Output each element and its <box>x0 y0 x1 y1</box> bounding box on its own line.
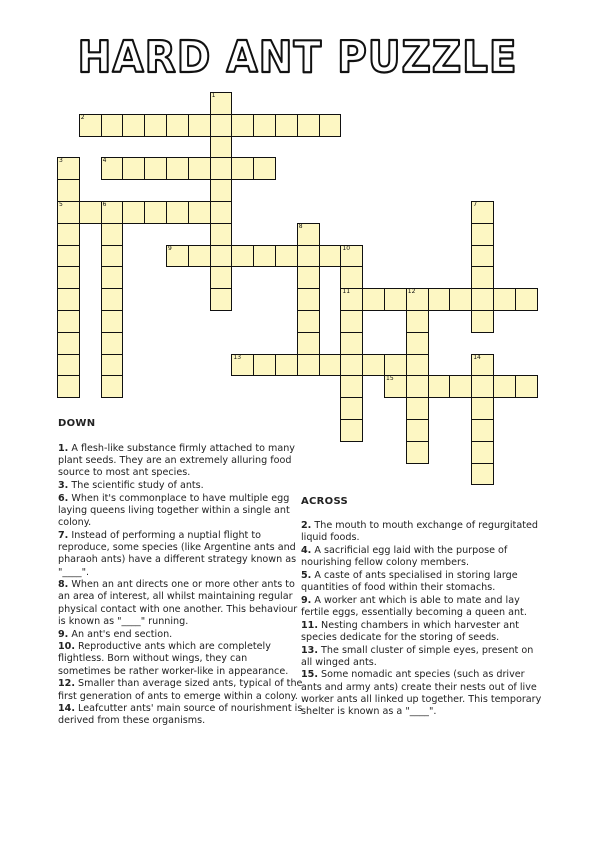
clue-item <box>58 641 303 678</box>
clue-item-text: Instead of performing a nuptial flight to reproduce, some species (like Argentine ants and pharaoh ants) have a different strategy known as "____". <box>58 529 297 578</box>
clue-item-number: 9. <box>58 628 69 640</box>
clue-item-number: 12. <box>58 678 75 690</box>
grid-cell[interactable] <box>57 310 80 333</box>
grid-cell[interactable] <box>297 354 320 377</box>
grid-cell[interactable] <box>101 332 124 355</box>
grid-cell[interactable] <box>428 288 451 311</box>
clue-item <box>58 493 303 530</box>
grid-cell[interactable] <box>79 201 102 224</box>
clue-number: 5 <box>59 201 63 208</box>
clue-item-number: 6. <box>58 492 69 504</box>
grid-cell[interactable] <box>231 245 254 268</box>
grid-cell[interactable] <box>231 354 254 377</box>
clue-item <box>58 629 303 641</box>
grid-cell[interactable] <box>231 114 254 137</box>
clue-number: 14 <box>473 353 481 361</box>
grid-cell[interactable] <box>210 266 233 289</box>
grid-cell[interactable] <box>471 266 494 289</box>
clue-item-number: 3. <box>58 480 69 492</box>
grid-cell[interactable] <box>471 463 494 486</box>
grid-cell[interactable] <box>166 114 189 137</box>
grid-cell[interactable] <box>515 288 538 311</box>
clue-item-text: A flesh-like substance firmly attached to many plant seeds. They are an extremely alluring food source to most ant species. <box>58 443 295 479</box>
clue-item <box>58 480 303 492</box>
grid-cell[interactable] <box>166 157 189 180</box>
grid-cell[interactable] <box>471 354 494 377</box>
grid-cell[interactable] <box>449 288 472 311</box>
grid-cell[interactable] <box>188 201 211 224</box>
clue-item-text: A caste of ants specialised in storing large quantities of food within their stomachs. <box>301 569 518 594</box>
clue-item <box>58 678 303 702</box>
grid-cell[interactable] <box>57 223 80 246</box>
clue-number: 7 <box>473 201 478 208</box>
grid-cell[interactable] <box>210 179 233 202</box>
down-heading: DOWN <box>58 418 96 429</box>
clue-item-text: An ant's end section. <box>68 628 173 640</box>
grid-cell[interactable] <box>297 266 320 289</box>
grid-cell[interactable] <box>57 179 80 202</box>
clue-item-text: The mouth to mouth exchange of regurgitated liquid foods. <box>301 520 538 544</box>
grid-cell[interactable] <box>406 354 429 377</box>
grid-cell[interactable] <box>406 419 429 442</box>
grid-cell[interactable] <box>493 375 516 398</box>
clue-number: 2 <box>80 113 85 121</box>
grid-cell[interactable] <box>101 223 124 246</box>
grid-cell[interactable] <box>253 157 276 180</box>
grid-cell[interactable] <box>340 419 363 442</box>
across-clue-list <box>301 520 546 719</box>
grid-cell[interactable] <box>471 419 494 442</box>
grid-cell[interactable] <box>449 375 472 398</box>
clue-item-number: 5. <box>301 569 312 581</box>
grid-cell[interactable] <box>297 310 320 333</box>
grid-cell[interactable] <box>493 288 516 311</box>
grid-cell[interactable] <box>362 354 385 377</box>
clue-item-text: Smaller than average sized ants, typical of the first generation of ants to emerge within a colony. <box>58 678 303 702</box>
grid-cell[interactable] <box>340 245 363 268</box>
grid-cell[interactable] <box>253 354 276 377</box>
clue-item-text: A worker ant which is able to mate and lay fertile eggs, essentially becoming a queen ant. <box>301 594 527 618</box>
grid-cell[interactable] <box>406 441 429 464</box>
grid-cell[interactable] <box>210 223 233 246</box>
grid-cell[interactable] <box>57 157 80 180</box>
grid-cell[interactable] <box>57 266 80 289</box>
clue-number: 4 <box>102 157 107 165</box>
grid-cell[interactable] <box>101 266 124 289</box>
grid-cell[interactable] <box>144 114 167 137</box>
grid-cell[interactable] <box>57 201 80 224</box>
grid-cell[interactable] <box>297 245 320 268</box>
clue-item-number: 2. <box>301 520 312 531</box>
clue-item-number: 1. <box>58 443 69 454</box>
clue-item <box>58 579 303 628</box>
clue-item <box>301 620 546 644</box>
grid-cell[interactable] <box>297 332 320 355</box>
grid-cell[interactable] <box>210 288 233 311</box>
puzzle-title-text: HARD ANT PUZZLE <box>77 32 518 83</box>
grid-cell[interactable] <box>166 201 189 224</box>
grid-cell[interactable] <box>101 310 124 333</box>
grid-cell[interactable] <box>297 114 320 137</box>
grid-cell[interactable] <box>188 245 211 268</box>
grid-cell[interactable] <box>340 310 363 333</box>
grid-cell[interactable] <box>101 354 124 377</box>
grid-cell[interactable] <box>340 266 363 289</box>
grid-cell[interactable] <box>515 375 538 398</box>
grid-cell[interactable] <box>57 288 80 311</box>
grid-cell[interactable] <box>79 114 102 137</box>
clue-item-number: 15. <box>301 669 318 681</box>
grid-cell[interactable] <box>122 157 145 180</box>
grid-cell[interactable] <box>406 288 429 311</box>
clue-item-number: 14. <box>58 703 75 715</box>
down-clue-list <box>58 443 303 728</box>
grid-cell[interactable] <box>210 136 233 159</box>
clue-item <box>58 703 303 727</box>
clue-item-number: 13. <box>301 644 318 656</box>
grid-cell[interactable] <box>210 157 233 180</box>
grid-cell[interactable] <box>471 375 494 398</box>
grid-cell[interactable] <box>144 201 167 224</box>
grid-cell[interactable] <box>57 354 80 377</box>
grid-cell[interactable] <box>319 114 342 137</box>
clue-item-number: 7. <box>58 529 69 541</box>
clue-item <box>301 645 546 669</box>
grid-cell[interactable] <box>471 310 494 333</box>
grid-cell[interactable] <box>384 375 407 398</box>
clue-number: 1 <box>211 92 216 99</box>
grid-cell[interactable] <box>471 397 494 420</box>
clue-number: 9 <box>168 244 172 252</box>
clue-item <box>58 530 303 579</box>
across-heading: ACROSS <box>301 496 349 507</box>
grid-cell[interactable] <box>122 114 145 137</box>
clue-item-number: 8. <box>58 579 69 591</box>
grid-cell[interactable] <box>101 201 124 224</box>
clue-number: 6 <box>102 201 107 208</box>
grid-cell[interactable] <box>122 201 145 224</box>
clue-item-text: When an ant directs one or more other ants to an area of interest, all whilst maintaining regular physical contact with one another. This behaviour is known as "____" running. <box>58 579 298 627</box>
grid-cell[interactable] <box>471 201 494 224</box>
clue-item-text: The scientific study of ants. <box>68 480 204 492</box>
grid-cell[interactable] <box>319 354 342 377</box>
grid-cell[interactable] <box>210 201 233 224</box>
grid-cell[interactable] <box>340 288 363 311</box>
grid-cell[interactable] <box>384 288 407 311</box>
grid-cell[interactable] <box>231 157 254 180</box>
grid-cell[interactable] <box>406 375 429 398</box>
clue-number: 8 <box>298 222 303 230</box>
grid-cell[interactable] <box>275 245 298 268</box>
grid-cell[interactable] <box>340 397 363 420</box>
grid-cell[interactable] <box>362 288 385 311</box>
clue-number: 12 <box>407 288 416 296</box>
grid-cell[interactable] <box>340 332 363 355</box>
grid-cell[interactable] <box>471 288 494 311</box>
grid-cell[interactable] <box>384 354 407 377</box>
grid-cell[interactable] <box>210 114 233 137</box>
grid-cell[interactable] <box>428 375 451 398</box>
clue-number: 15 <box>386 375 394 383</box>
clue-item-number: 11. <box>301 619 318 631</box>
grid-cell[interactable] <box>340 375 363 398</box>
grid-cell[interactable] <box>57 375 80 398</box>
clue-item-text: Reproductive ants which are completely flightless. Born without wings, they can sometimes be rather worker-like in appearance. <box>58 641 289 677</box>
grid-cell[interactable] <box>101 375 124 398</box>
grid-cell[interactable] <box>406 397 429 420</box>
clue-item <box>301 669 546 718</box>
grid-cell[interactable] <box>166 245 189 268</box>
clue-item-number: 4. <box>301 544 312 556</box>
grid-cell[interactable] <box>471 245 494 268</box>
grid-cell[interactable] <box>210 245 233 268</box>
clue-number: 10 <box>342 244 351 252</box>
grid-cell[interactable] <box>297 223 320 246</box>
clue-item-text: Leafcutter ants' main source of nourishment is derived from these organisms. <box>58 703 303 727</box>
clue-item-text: The small cluster of simple eyes, present on all winged ants. <box>301 644 534 668</box>
grid-cell[interactable] <box>188 114 211 137</box>
clue-number: 3 <box>59 157 63 165</box>
clue-item <box>301 520 546 544</box>
clue-item-number: 9. <box>301 594 312 606</box>
clue-item-text: Some nomadic ant species (such as driver ants and army ants) create their nests out of live worker ants all linked up together. This temporary shelter is known as a "____". <box>301 669 542 718</box>
grid-cell[interactable] <box>471 223 494 246</box>
grid-cell[interactable] <box>319 245 342 268</box>
grid-cell[interactable] <box>297 288 320 311</box>
grid-cell[interactable] <box>275 114 298 137</box>
clue-item <box>301 570 546 594</box>
grid-cell[interactable] <box>406 310 429 333</box>
grid-cell[interactable] <box>144 157 167 180</box>
grid-cell[interactable] <box>57 332 80 355</box>
grid-cell[interactable] <box>406 332 429 355</box>
grid-cell[interactable] <box>101 157 124 180</box>
clue-item-text: A sacrificial egg laid with the purpose of nourishing fellow colony members. <box>301 544 508 569</box>
clue-item <box>58 443 303 480</box>
grid-cell[interactable] <box>471 441 494 464</box>
grid-cell[interactable] <box>275 354 298 377</box>
grid-cell[interactable] <box>340 354 363 377</box>
grid-cell[interactable] <box>253 114 276 137</box>
grid-cell[interactable] <box>101 114 124 137</box>
clue-number: 13 <box>233 353 242 361</box>
grid-cell[interactable] <box>253 245 276 268</box>
grid-cell[interactable] <box>57 245 80 268</box>
grid-cell[interactable] <box>101 288 124 311</box>
clue-item-text: When it's commonplace to have multiple egg laying queens living together within a single ant colony. <box>58 492 290 529</box>
grid-cell[interactable] <box>210 92 233 115</box>
clue-item-text: Nesting chambers in which harvester ant species dedicate for the storing of seeds. <box>301 619 519 643</box>
grid-cell[interactable] <box>101 245 124 268</box>
clue-item-number: 10. <box>58 641 75 653</box>
clue-number: 11 <box>342 288 351 296</box>
grid-cell[interactable] <box>188 157 211 180</box>
clue-item <box>301 595 546 619</box>
clue-item <box>301 545 546 569</box>
